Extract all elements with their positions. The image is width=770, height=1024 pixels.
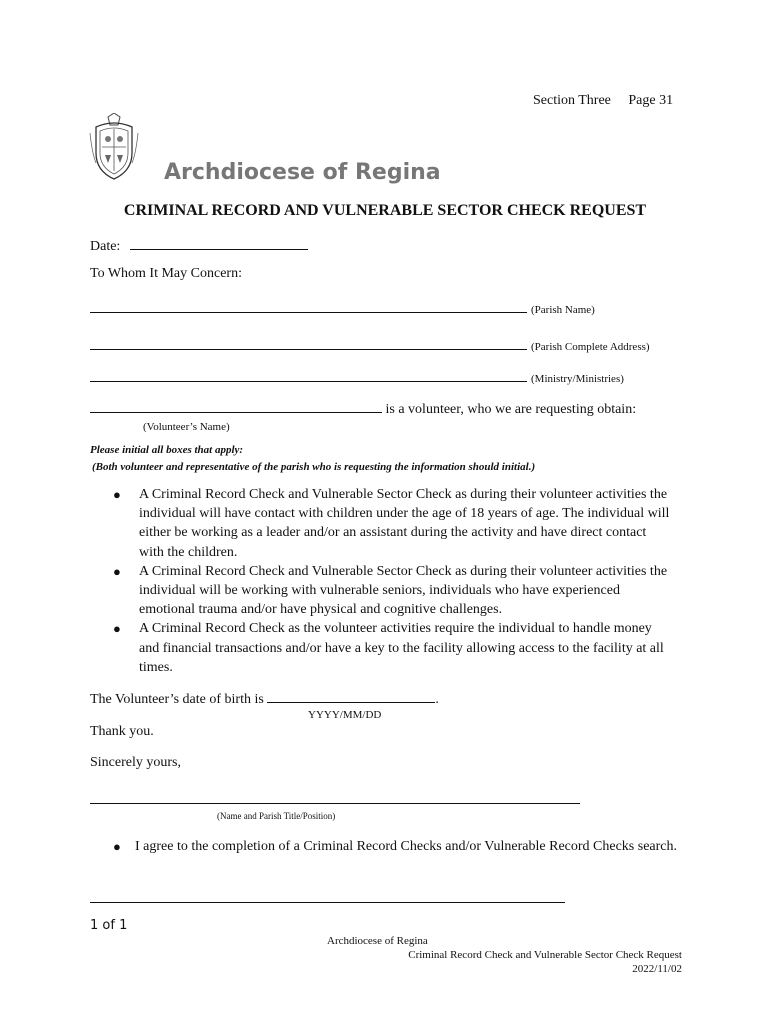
document-title: CRIMINAL RECORD AND VULNERABLE SECTOR CHECK REQUEST	[123, 202, 647, 219]
volunteer-sentence: is a volunteer, who we are requesting obtain:	[385, 402, 637, 417]
signature-line[interactable]	[90, 803, 580, 804]
ministry-label: (Ministry/Ministries)	[531, 373, 624, 385]
section-header	[533, 93, 673, 109]
org-title: Archdiocese of Regina	[164, 160, 441, 185]
check-options-list	[113, 485, 673, 677]
signature-label: (Name and Parish Title/Position)	[217, 811, 336, 821]
dob-line[interactable]	[267, 690, 435, 703]
volunteer-name-line[interactable]	[90, 400, 382, 413]
list-item	[113, 619, 673, 677]
parish-address-label: (Parish Complete Address)	[531, 341, 650, 353]
agreement-signature-line[interactable]	[90, 902, 565, 903]
check-option-text: A Criminal Record Check and Vulnerable Sector Check as during their volunteer activities the individual will have contact with children under the age of 18 years of age. The individual will either be working as a leader and/or an assistant during the activity and have direct contact with the children.	[139, 487, 670, 560]
volunteer-row	[90, 400, 636, 418]
date-label: Date:	[90, 239, 121, 254]
date-line[interactable]	[130, 235, 308, 250]
instructions-heading: Please initial all boxes that apply:	[90, 444, 244, 456]
ministry-row	[90, 371, 624, 385]
footer-title: Criminal Record Check and Vulnerable Sector Check Request	[408, 949, 682, 961]
bullet-dot-icon: ●	[113, 839, 121, 854]
list-item	[113, 485, 673, 562]
bullet-dot-icon: ●	[113, 487, 121, 502]
page-number: Page 31	[628, 93, 674, 108]
parish-name-row	[90, 302, 595, 316]
thanks-text: Thank you.	[90, 724, 154, 739]
ministry-line[interactable]	[90, 371, 527, 382]
dob-row	[90, 690, 439, 708]
volunteer-name-label: (Volunteer’s Name)	[143, 421, 230, 433]
footer-date: 2022/11/02	[632, 963, 682, 975]
page-count: 1 of 1	[90, 918, 128, 933]
parish-name-label: (Parish Name)	[531, 304, 595, 316]
list-item	[113, 562, 673, 620]
check-option-text: A Criminal Record Check and Vulnerable Sector Check as during their volunteer activities the individual will be working with vulnerable seniors, individuals who have experienced emotional trauma and/or have physical and cognitive challenges.	[139, 563, 668, 618]
dob-label: The Volunteer’s date of birth is	[90, 692, 264, 707]
section-label: Section Three	[533, 93, 611, 108]
agreement-text: I agree to the completion of a Criminal Record Checks and/or Vulnerable Record Checks search.	[135, 839, 677, 854]
agreement-list	[113, 837, 683, 856]
dob-format-label: YYYY/MM/DD	[308, 709, 382, 721]
parish-address-row	[90, 339, 650, 353]
parish-name-line[interactable]	[90, 302, 527, 313]
date-row	[90, 235, 308, 255]
bullet-dot-icon: ●	[113, 621, 121, 637]
dob-period: .	[435, 692, 439, 707]
list-item	[113, 837, 683, 856]
footer-org: Archdiocese of Regina	[327, 935, 428, 947]
parish-address-line[interactable]	[90, 339, 527, 350]
check-option-text: A Criminal Record Check as the volunteer activities require the individual to handle money and financial transactions and/or have a key to the facility allowing access to the facility at all times.	[139, 621, 664, 675]
archdiocese-crest-icon	[88, 113, 140, 183]
instructions-note: (Both volunteer and representative of the parish who is requesting the information should initial.)	[92, 461, 536, 473]
bullet-dot-icon: ●	[113, 563, 121, 579]
sincerely-text: Sincerely yours,	[90, 755, 181, 770]
salutation: To Whom It May Concern:	[90, 266, 242, 281]
